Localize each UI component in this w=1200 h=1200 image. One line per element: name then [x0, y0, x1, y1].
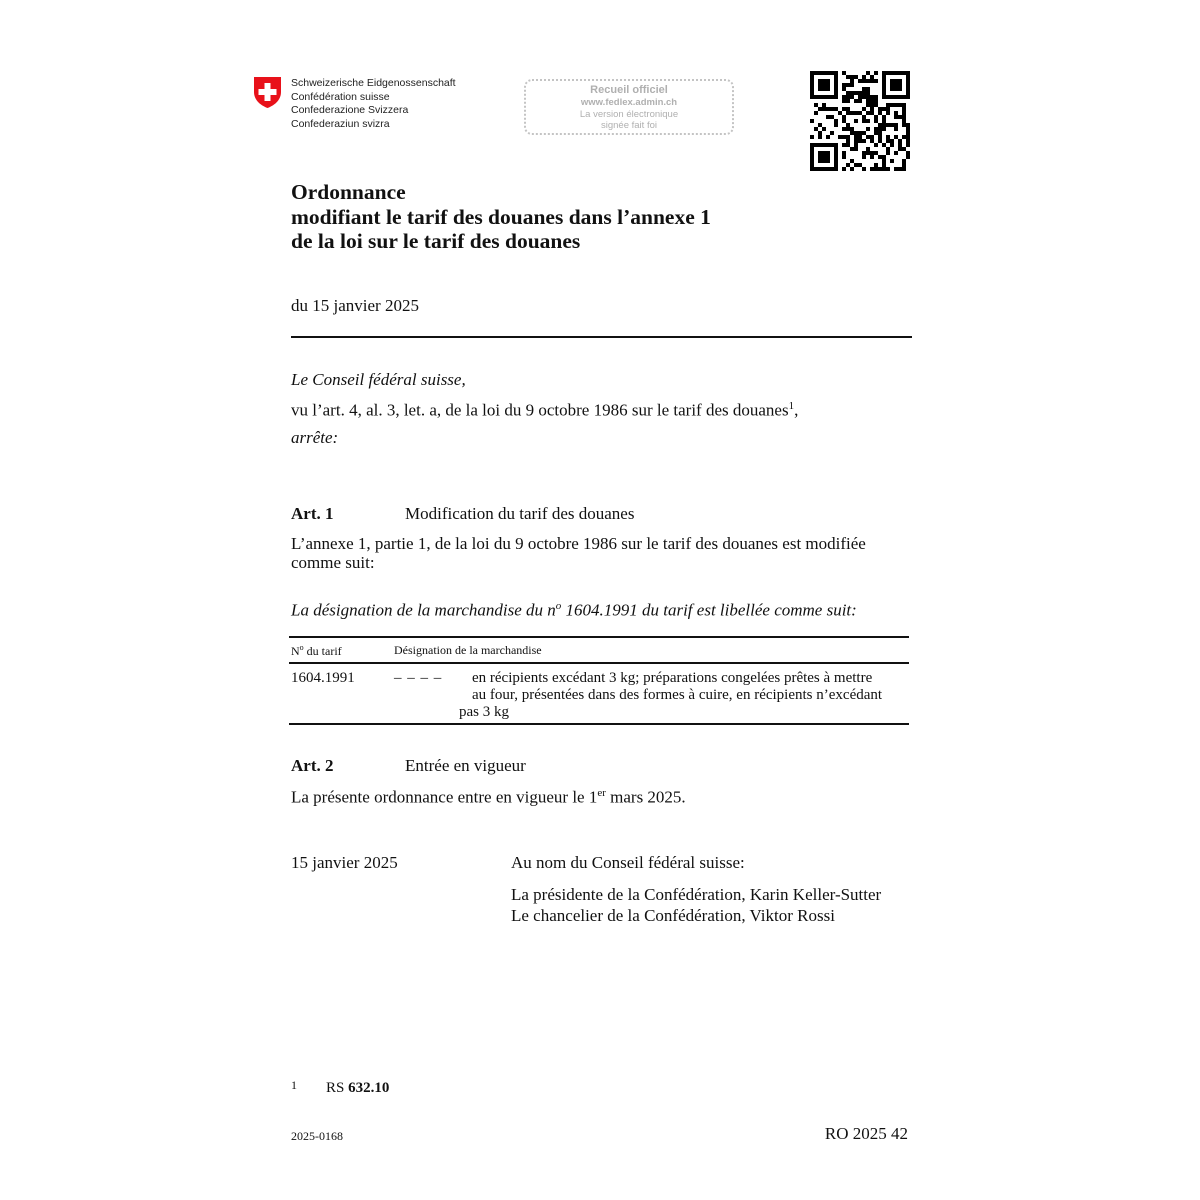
table-cell-designation-line: en récipients excédant 3 kg; préparations congelées prêtes à mettre: [472, 670, 873, 686]
preamble-authority: Le Conseil fédéral suisse,: [291, 370, 466, 389]
qr-code-icon: [810, 71, 910, 171]
art2-heading: Entrée en vigueur: [405, 756, 526, 775]
official-collection-stamp: [524, 79, 734, 135]
swiss-coat-of-arms-icon: [253, 76, 282, 109]
confederation-line: Confederazione Svizzera: [291, 104, 409, 116]
table-cell-designation-line: pas 3 kg: [459, 704, 509, 720]
intro-sup: o: [555, 600, 562, 612]
art1-table-intro: [291, 600, 857, 621]
document-title: [291, 180, 711, 254]
signature-date: 15 janvier 2025: [291, 853, 398, 872]
header-text: du tarif: [303, 644, 342, 658]
art2-number: Art. 2: [291, 756, 334, 775]
signature-president: La présidente de la Confédération, Karin Keller-Sutter: [511, 885, 882, 904]
stamp-line: signée fait foi: [601, 120, 657, 131]
preamble: [291, 366, 798, 451]
signature-chancellor: Le chancelier de la Confédération, Viktor Rossi: [511, 906, 835, 925]
stamp-line: Recueil officiel: [590, 84, 668, 96]
footer-doc-number: 2025-0168: [291, 1129, 343, 1143]
title-line: modifiant le tarif des douanes dans l’annexe 1: [291, 204, 711, 229]
footnote-prefix: RS: [326, 1080, 349, 1096]
preamble-decree: arrête:: [291, 427, 339, 447]
footnote-text: [326, 1080, 389, 1097]
divider: [291, 336, 912, 338]
document-date: du 15 janvier 2025: [291, 296, 419, 315]
table-header-tariff: [291, 643, 342, 659]
preamble-basis-text: vu l’art. 4, al. 3, let. a, de la loi du 9 octobre 1986 sur le tarif des douanes: [291, 400, 789, 420]
title-line: Ordonnance: [291, 180, 406, 204]
header-sup: o: [299, 643, 304, 652]
table-header-designation: Désignation de la marchandise: [394, 643, 542, 657]
table-header-rule: [289, 662, 909, 664]
stamp-line: www.fedlex.admin.ch: [580, 97, 678, 108]
signature-on-behalf: Au nom du Conseil fédéral suisse:: [511, 853, 745, 872]
art1-heading: Modification du tarif des douanes: [405, 504, 635, 523]
table-cell-designation-line: au four, présentées dans des formes à cuire, en récipients n’excédant: [472, 687, 883, 703]
table-cell-dashes: – – – –: [394, 670, 443, 686]
stamp-line: La version électronique: [579, 109, 679, 120]
table-cell-tariff: 1604.1991: [291, 670, 355, 686]
art2-text-sup: er: [597, 787, 606, 799]
art1-number: Art. 1: [291, 504, 334, 523]
table-bottom-rule: [289, 723, 909, 725]
table-top-rule: [289, 636, 909, 638]
footnote-mark: 1: [291, 1078, 297, 1092]
confederation-names: [291, 77, 456, 131]
confederation-line: Schweizerische Eidgenossenschaft: [291, 77, 456, 89]
preamble-basis-end: ,: [794, 400, 799, 420]
art2-text-part: La présente ordonnance entre en vigueur le 1: [291, 787, 598, 807]
footnote-ref-number[interactable]: 632.10: [348, 1080, 390, 1096]
confederation-line: Confederaziun svizra: [291, 117, 390, 130]
footer-ro-reference: RO 2025 42: [824, 1124, 908, 1143]
footnote-ref[interactable]: 1: [788, 400, 795, 412]
preamble-basis: [291, 393, 798, 424]
art2-text-part: mars 2025.: [605, 787, 686, 807]
title-line: de la loi sur le tarif des douanes: [291, 229, 581, 253]
art1-text: L’annexe 1, partie 1, de la loi du 9 octobre 1986 sur le tarif des douanes est modifiée comme suit:: [291, 534, 866, 572]
art2-text: [291, 784, 911, 807]
header-text: N: [291, 644, 300, 658]
intro-text: 1604.1991 du tarif est libellée comme suit:: [561, 600, 857, 620]
intro-text: La désignation de la marchandise du n: [291, 600, 556, 620]
confederation-line: Confédération suisse: [291, 90, 390, 103]
